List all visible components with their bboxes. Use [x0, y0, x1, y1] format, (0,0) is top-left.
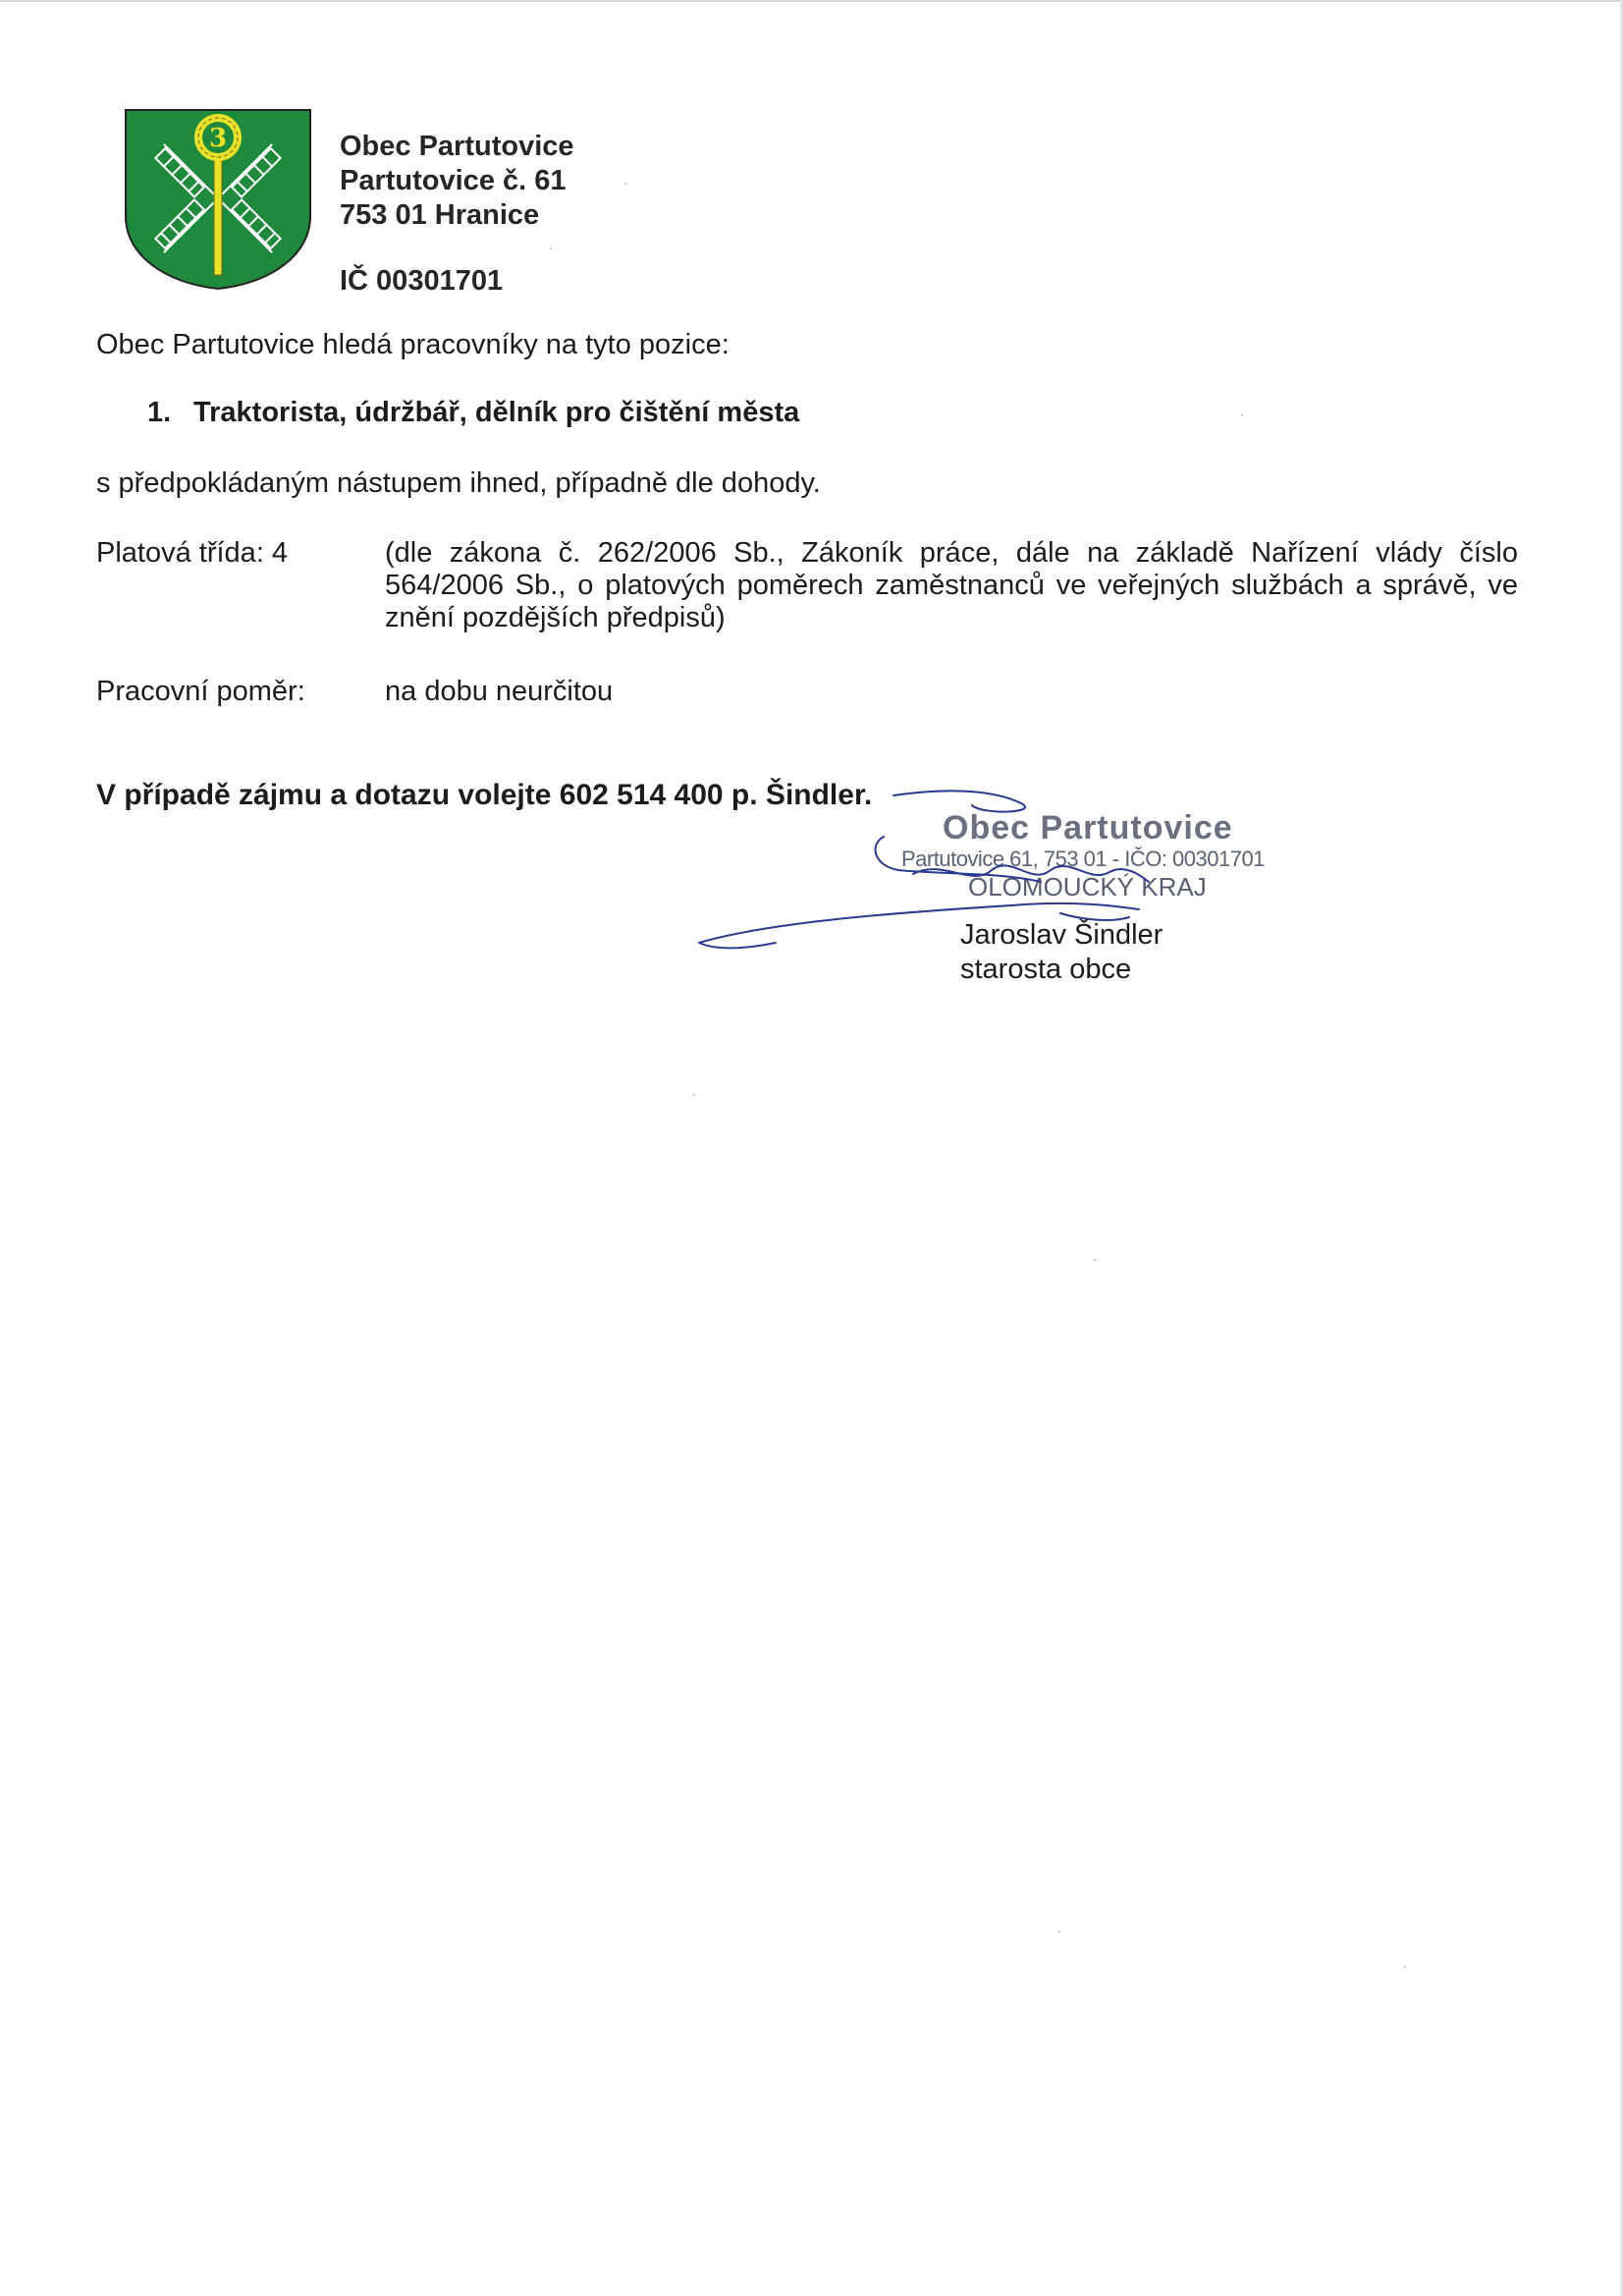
start-text: s předpokládaným nástupem ihned, případně dle dohody.: [96, 467, 821, 499]
scan-speck: [1404, 1966, 1406, 1968]
scan-speck: [1241, 414, 1243, 416]
scan-speck: [693, 1094, 695, 1096]
scan-speck: [1094, 1259, 1096, 1261]
signer-role: starosta obce: [960, 954, 1132, 985]
org-ico: IČ 00301701: [340, 265, 504, 297]
signer-block: [960, 918, 1163, 987]
salary-label: Platová třída: 4: [96, 537, 289, 569]
position-title: Traktorista, údržbář, dělník pro čištění města: [193, 397, 800, 428]
scan-speck: [624, 183, 626, 185]
salary-text: (dle zákona č. 262/2006 Sb., Zákoník práce, dále na základě Nařízení vlády číslo 564/2006 Sb., o platových poměrech zaměstnanců ve veřejných službách a správě, ve znění pozdějších předpisů): [385, 537, 1518, 633]
scan-speck: [550, 247, 552, 249]
scan-speck: [1058, 1931, 1060, 1933]
org-postal: 753 01 Hranice: [340, 199, 540, 231]
stamp-address: Partutovice 61, 753 01 - IČO: 00301701: [901, 847, 1265, 871]
letterhead: [340, 130, 574, 233]
stamp-name: Obec Partutovice: [943, 809, 1233, 847]
scan-top-edge: [0, 0, 1623, 2]
intro-text: Obec Partutovice hledá pracovníky na tyto pozice:: [96, 329, 730, 360]
coat-of-arms-icon: [124, 108, 312, 291]
position-number: 1.: [147, 397, 172, 428]
org-name: Obec Partutovice: [340, 131, 574, 162]
contact-text: V případě zájmu a dotazu volejte 602 514 400 p. Šindler.: [96, 779, 873, 811]
stamp-region: OLOMOUCKÝ KRAJ: [968, 872, 1207, 902]
org-address: Partutovice č. 61: [340, 165, 567, 196]
employment-text: na dobu neurčitou: [385, 676, 614, 707]
position-item: [147, 397, 799, 429]
signer-name: Jaroslav Šindler: [960, 919, 1163, 951]
employment-label: Pracovní poměr:: [96, 676, 305, 707]
svg-text:3: 3: [208, 124, 228, 153]
